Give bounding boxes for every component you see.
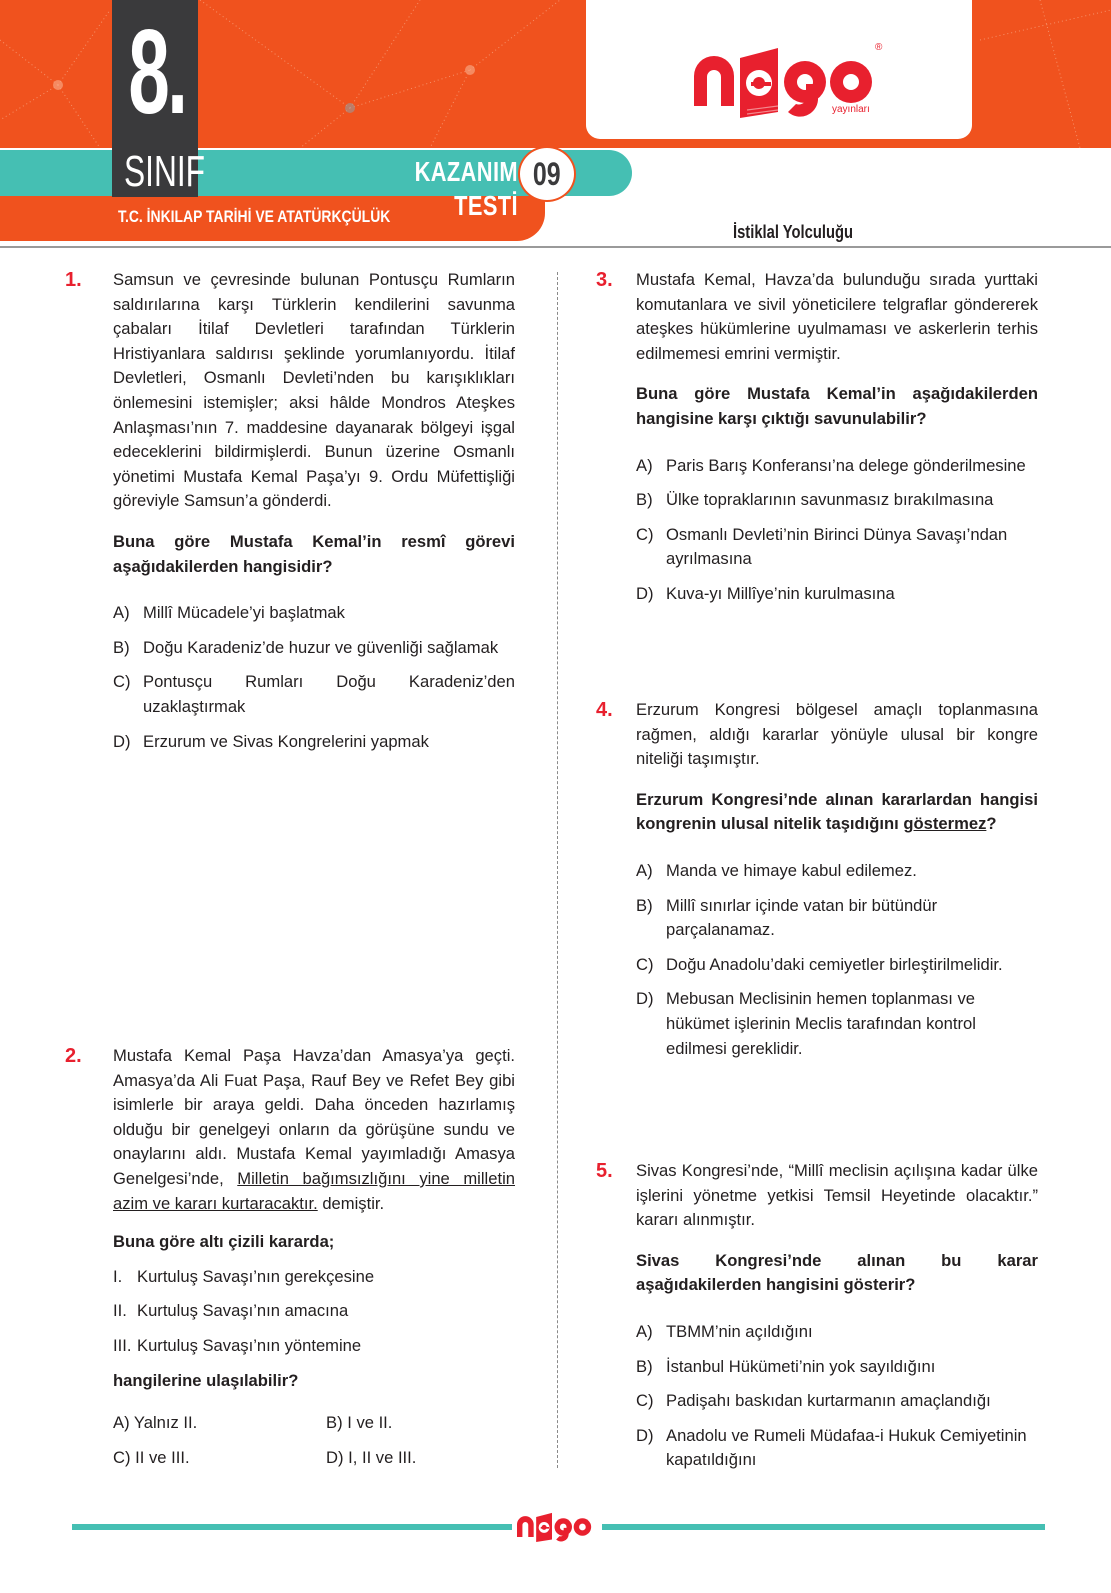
question-number: 1. (65, 269, 82, 291)
question-stem: Erzurum Kongresi’nde alınan kararlardan hangisi kongrenin ulusal nitelik taşıdığını göstermez? (636, 789, 1038, 834)
footer-logo (514, 1512, 600, 1547)
answer-option-b[interactable]: B) Doğu Karadeniz’de huzur ve güvenliği sağlamak (113, 637, 499, 657)
grade-number: 8. (128, 5, 186, 139)
test-number-badge (518, 146, 576, 202)
column-divider (557, 272, 558, 1468)
question-stem: Buna göre Mustafa Kemal’in aşağıdakilerden hangisine karşı çıktığı savunulabilir? (636, 384, 1038, 428)
question-stem: Sivas Kongresi’nde alınan bu karar aşağıdakilerden hangisini gösterir? (636, 1250, 1038, 1295)
question-body (113, 1044, 515, 1470)
question-passage: Erzurum Kongresi bölgesel amaçlı toplanmasına rağmen, aldığı kararlar yönüyle ulusal bir kongre niteliği taşımıştır. (636, 700, 1038, 769)
answer-option-d[interactable]: D) Mebusan Meclisinin hemen toplanması ve hükümet işlerinin Meclis tarafından kontrol edilmesi gereklidir. (636, 989, 976, 1058)
question-number: 5. (596, 1160, 613, 1182)
question-body (636, 268, 1038, 617)
answer-option-a[interactable]: A) TBMM’nin açıldığını (636, 1321, 813, 1341)
question-body (636, 1159, 1038, 1483)
subject-title: T.C. İNKILAP TARİHİ VE ATATÜRKÇÜLÜK (118, 207, 391, 226)
question-number: 4. (596, 699, 613, 721)
answer-option-d[interactable]: D) Erzurum ve Sivas Kongrelerini yapmak (113, 731, 429, 751)
test-number: 09 (533, 156, 561, 192)
question-body (636, 698, 1038, 1071)
answer-option-d[interactable]: D) Kuva-yı Millîye’nin kurulmasına (636, 583, 895, 603)
answer-option-a[interactable]: A) Manda ve himaye kabul edilemez. (636, 860, 917, 880)
underlined-decision: Milletin bağımsızlığını yine milletin azim ve kararı kurtaracaktır. (113, 1168, 515, 1213)
question-stem-intro: Buna göre altı çizili kararda; (113, 1232, 335, 1252)
question-number: 2. (65, 1045, 82, 1067)
statement-1: I. Kurtuluş Savaşı’nın gerekçesine (113, 1266, 375, 1286)
answer-option-b[interactable]: B) İstanbul Hükümeti’nin yok sayıldığını (636, 1356, 936, 1376)
question-passage: Sivas Kongresi’nde, “Millî meclisin açılışına kadar ülke işlerini yönetme yetkisi Temsil Heyetinde olacaktır.” kararı alınmıştır. (636, 1161, 1038, 1230)
footer-line-right (602, 1524, 1045, 1530)
publisher-logo-sub: yayınları (832, 104, 870, 115)
answer-option-a[interactable]: A) Paris Barış Konferansı’na delege gönderilmesine (636, 455, 1026, 475)
answer-option-b[interactable]: B) I ve II. (326, 1413, 393, 1433)
question-stem: Buna göre Mustafa Kemal’in resmî görevi aşağıdakilerden hangisidir? (113, 531, 515, 576)
answer-option-c[interactable]: C) Padişahı baskıdan kurtarmanın amaçlandığı (636, 1391, 991, 1411)
answer-option-b[interactable]: B) Millî sınırlar içinde vatan bir bütündür parçalanamaz. (636, 895, 938, 940)
answer-option-c[interactable]: C) II ve III. (113, 1447, 190, 1467)
answer-option-b[interactable]: B) Ülke topraklarının savunmasız bırakılmasına (636, 490, 994, 510)
header-divider (0, 246, 1111, 248)
question-passage: Samsun ve çevresinde bulunan Pontusçu Rumların saldırılarına karşı Türklerin kendilerini savunma çabaları İtilaf Devletleri tarafından Türklerin Hristiyanlara saldırısı şeklinde yorumlanıyordu. İtilaf Devletleri, Osmanlı Devleti’nden bu karışıklıkları önlemesini istemişler; aksi hâlde Mondros Ateşkes Anlaşması’nın 7. maddesine dayanarak bölgeyi işgal edeceklerini bildirmişlerdi. Bunun üzerine Osmanlı yönetimi Mustafa Kemal Paşa’yı 9. Ordu Müfettişliği göreviyle Samsun’a gönderdi. (113, 270, 515, 511)
negation-emphasis: göstermez (903, 814, 987, 834)
topic-title: İstiklal Yolculuğu (733, 222, 854, 242)
question-body (113, 268, 515, 764)
answer-option-d[interactable]: D) I, II ve III. (326, 1447, 417, 1467)
registered-mark: ® (875, 42, 883, 53)
question-stem: hangilerine ulaşılabilir? (113, 1370, 299, 1390)
answer-option-a[interactable]: A) Yalnız II. (113, 1413, 198, 1433)
answer-option-c[interactable]: C) Doğu Anadolu’daki cemiyetler birleştirilmelidir. (636, 954, 1003, 974)
answer-option-d[interactable]: D) Anadolu ve Rumeli Müdafaa-i Hukuk Cemiyetinin kapatıldığını (636, 1425, 1027, 1470)
answer-option-c[interactable]: C) Osmanlı Devleti’nin Birinci Dünya Savaşı’ndan ayrılmasına (636, 524, 1008, 569)
question-passage: Mustafa Kemal Paşa Havza’dan Amasya’ya geçti. Amasya’da Ali Fuat Paşa, Rauf Bey ve Refet Bey gibi isimlerle bir araya geldi. Daha önceden hazırlamış olduğu bir genelgeyi onların da görüşüne sundu ve onaylarını aldı. Mustafa Kemal yayımladığı Amasya Genelgesi’nde, Milletin bağımsızlığını yine milletin azim ve kararı kurtaracaktır. demiştir. (113, 1046, 515, 1213)
nego-logo-icon (514, 1512, 600, 1542)
test-title: KAZANIM TESTİ (414, 156, 518, 221)
statement-2: II. Kurtuluş Savaşı’nın amacına (113, 1301, 349, 1321)
answer-option-a[interactable]: A) Millî Mücadele’yi başlatmak (113, 603, 345, 623)
answer-options (113, 1411, 515, 1470)
question-passage: Mustafa Kemal, Havza’da bulunduğu sırada yurttaki komutanlara ve sivil yöneticilere telgraflar göndererek ateşkes hükümlerine uyulmaması ve askerlerin terhis edilmemesi emrini vermiştir. (636, 270, 1038, 363)
footer-line-left (72, 1524, 512, 1530)
question-number: 3. (596, 269, 613, 291)
grade-box (112, 0, 206, 197)
grade-label: SINIF (124, 147, 206, 196)
statement-3: III. Kurtuluş Savaşı’nın yöntemine (113, 1335, 362, 1355)
publisher-logo (690, 42, 890, 123)
answer-option-c[interactable]: C) Pontusçu Rumları Doğu Karadeniz’den uzaklaştırmak (113, 672, 515, 716)
